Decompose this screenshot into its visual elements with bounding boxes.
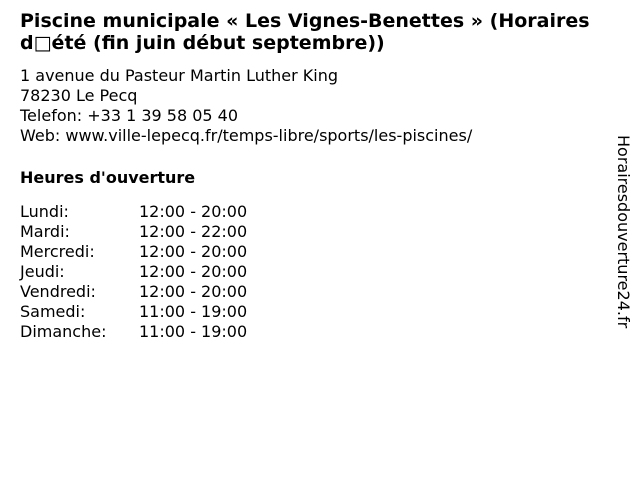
- time-range: 12:00 - 20:00: [139, 262, 248, 281]
- hours-table: [20, 202, 605, 342]
- day-label: Lundi:: [20, 202, 69, 221]
- hours-row: [20, 222, 605, 242]
- time-range: 12:00 - 20:00: [139, 202, 248, 221]
- page-title: Piscine municipale « Les Vignes-Benettes » (Horaires d□été (fin juin début septembre)): [20, 10, 590, 54]
- website: Web: www.ville-lepecq.fr/temps-libre/sports/les-piscines/: [20, 126, 473, 145]
- address-block: [20, 66, 605, 146]
- time-range: 12:00 - 20:00: [139, 242, 248, 261]
- day-label: Vendredi:: [20, 282, 96, 301]
- hours-row: [20, 262, 605, 282]
- time-range: 11:00 - 19:00: [139, 302, 248, 321]
- time-range: 11:00 - 19:00: [139, 322, 248, 341]
- street-address: 1 avenue du Pasteur Martin Luther King: [20, 66, 339, 85]
- hours-heading: Heures d'ouverture: [20, 168, 196, 187]
- page-content: [20, 10, 605, 342]
- hours-row: [20, 202, 605, 222]
- city-address: 78230 Le Pecq: [20, 86, 138, 105]
- hours-row: [20, 302, 605, 322]
- day-label: Dimanche:: [20, 322, 107, 341]
- day-label: Mardi:: [20, 222, 70, 241]
- watermark-text: Horairesdouverture24.fr: [614, 135, 633, 329]
- hours-row: [20, 282, 605, 302]
- time-range: 12:00 - 22:00: [139, 222, 248, 241]
- time-range: 12:00 - 20:00: [139, 282, 248, 301]
- day-label: Jeudi:: [20, 262, 65, 281]
- day-label: Mercredi:: [20, 242, 95, 261]
- hours-row: [20, 242, 605, 262]
- phone-number: Telefon: +33 1 39 58 05 40: [20, 106, 239, 125]
- day-label: Samedi:: [20, 302, 86, 321]
- hours-row: [20, 322, 605, 342]
